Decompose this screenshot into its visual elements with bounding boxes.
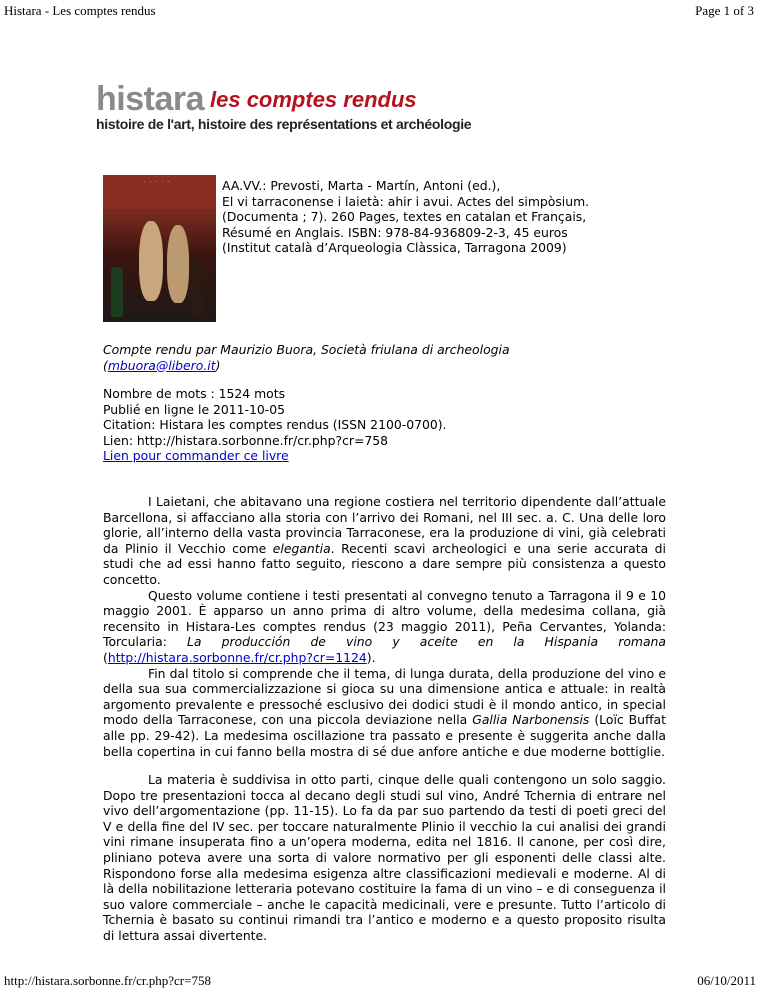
bottle-shape — [111, 267, 123, 317]
amphora-shape — [167, 225, 189, 303]
paragraph: Fin dal titolo si comprende che il tema, di lunga durata, della produzione del vino e della sua sua commercializzazione si gioca su una dimensione antica e attuale: in realtà argomento prevalente e pressoché esclusivo dei dodici studi è il mondo antico, in special modo della Tarraconese, con una piccola deviazione nella Gallia Narbonensis (Loïc Buffat alle pp. 29-42). La medesima oscillazione tra passato e presente è suggerita anche dalla bella copertina in cui fanno bella mostra di sé due anfore antiche e due moderne bottiglie. — [103, 665, 667, 759]
book-line: El vi tarraconense i laietà: ahir i avui. Actes del simpòsium. — [222, 193, 590, 209]
book-line: Résumé en Anglais. ISBN: 978-84-936809-2-3, 45 euros — [222, 224, 568, 240]
footer-date: 06/10/2011 — [697, 973, 756, 988]
publish-date: Publié en ligne le 2011-10-05 — [103, 401, 286, 417]
permalink: Lien: http://histara.sorbonne.fr/cr.php?cr=758 — [103, 432, 389, 448]
logo-brand-sub: les comptes rendus — [210, 87, 417, 112]
review-metadata — [103, 386, 447, 464]
review-body — [103, 494, 666, 944]
logo-tagline: histoire de l'art, histoire des représentations et archéologie — [96, 116, 472, 132]
related-review-link[interactable]: http://histara.sorbonne.fr/cr.php?cr=1124 — [107, 649, 367, 665]
paragraph: La materia è suddivisa in otto parti, cinque delle quali contengono un solo saggio. Dopo tre presentazioni tocca al decano degli studi sul vino, André Tchernia di entrare nel vivo dell’argomentazione (pp. 11-15). Lo fa da par suo partendo da testi di poeti greci del V e della fine del IV sec. per toccare naturalmente Plinio il vecchio la cui analisi dei grandi vini rimane insuperata fino a un’opera moderna, edita nel 1816. Il canone, per così dire, pliniano poteva avere una sorta di valore normativo per gli esponenti delle classi alte. Rispondono forse alla medesima esigenza altre classificazioni medievali e moderne. Al di là della nobilitazione letteraria potevano costituire la fama di un vino – e di conseguenza il suo valore commerciale – anche le capacità medicinali, vere e presunte. Tutto l’articolo di Tchernia è basato su continui rimandi tra l’antico e moderno e a questo proposito risulta di lettura assai divertente. — [103, 772, 666, 944]
browser-header-title: Histara - Les comptes rendus — [4, 3, 156, 18]
browser-page-number: Page 1 of 3 — [695, 3, 754, 18]
reviewer-email-link[interactable]: mbuora@libero.it — [107, 357, 216, 373]
order-book-link[interactable]: Lien pour commander ce livre — [103, 448, 289, 464]
footer-url: http://histara.sorbonne.fr/cr.php?cr=758 — [4, 973, 211, 988]
paragraph: I Laietani, che abitavano una regione costiera nel territorio dipendente dall’attuale Barcellona, si affacciano alla storia con l’arrivo dei Romani, nel III sec. a. C. Una delle loro glorie, all’interno della vasta provincia Tarraconese, era la produzione di vini, già celebrati da Plinio il Vecchio come elegantia. Recenti scavi archeologici e una serie accurata di studi che ad essi hanno fatto seguito, riescono a dare sempre più consistenza a questo concetto. — [103, 494, 666, 587]
book-cover-image: · · · · · — [103, 175, 216, 322]
citation: Citation: Histara les comptes rendus (ISSN 2100-0700). — [103, 417, 447, 433]
book-line: AA.VV.: Prevosti, Marta - Martín, Antoni (ed.), — [222, 178, 501, 193]
word-count: Nombre de mots : 1524 mots — [103, 386, 286, 401]
book-line: (Institut català d’Arqueologia Clàssica, Tarragona 2009) — [222, 240, 567, 256]
amphora-shape — [139, 221, 163, 301]
book-details — [222, 178, 589, 256]
book-line: (Documenta ; 7). 260 Pages, textes en catalan et Français, — [222, 209, 587, 225]
bottle-shape — [191, 261, 203, 317]
histara-logo — [96, 80, 496, 132]
logo-brand: histara — [96, 80, 204, 118]
reviewer-credit: Compte rendu par Maurizio Buora, Società friulana di archeologia (mbuora@libero.it) — [103, 342, 510, 373]
reviewer-name: Compte rendu par Maurizio Buora, Società friulana di archeologia — [103, 342, 510, 357]
paragraph: Questo volume contiene i testi presentati al convegno tenuto a Tarragona il 9 e 10 maggio 2001. È apparso un anno prima di altro volume, della medesima collana, già recensito in Histara-Les comptes rendus (23 maggio 2011), Peña Cervantes, Yolanda: Torcularia: La producción de vino y aceite en la Hispania romana (http://histara.sorbonne.fr/cr.php?cr=1124). — [103, 587, 667, 665]
